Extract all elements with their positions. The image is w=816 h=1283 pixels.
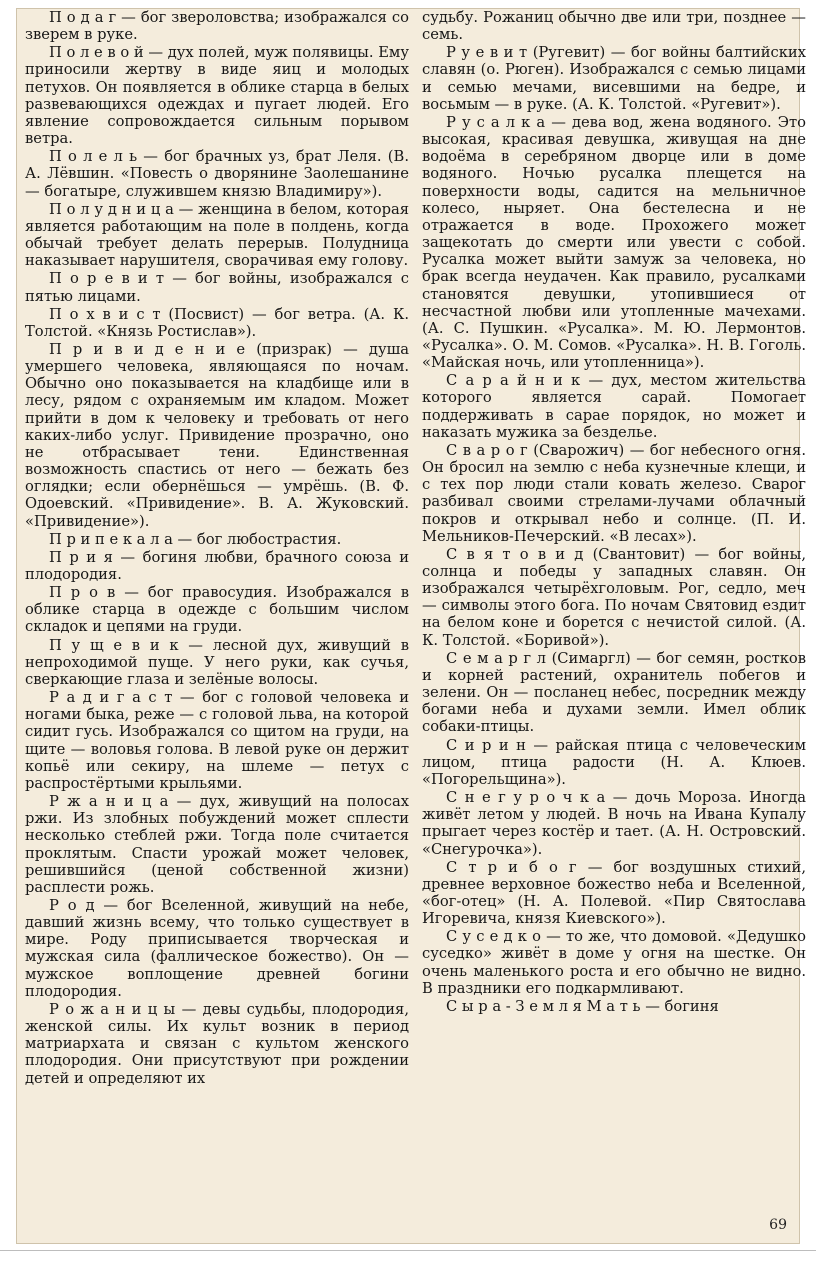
left-column — [25, 9, 409, 1088]
entry-sarainik: С а р а й н и к — дух, местом жительства которого является сарай. Помогает поддерживать в сарае порядок, но может и наказать мужика за безделье. — [422, 372, 806, 441]
entry-svarog: С в а р о г (Сварожич) — бог небесного огня. Он бросил на землю с неба кузнечные клещи, и с тех пор люди стали ковать железо. Сварог разбивал своими стрелами-лучами облачный покров и открывал небо и солнце. (П. И. Мельников-Печерский. «В лесах»). — [422, 441, 806, 545]
entry-poludnitsa: П о л у д н и ц а — женщина в белом, которая является работающим на поле в полдень, когда обычай требует делать перерыв. Полудница наказывает нарушителя, сворачивая ему голову. — [25, 200, 409, 270]
entry-ruevit: Р у е в и т (Ругевит) — бог войны балтийских славян (о. Рюген). Изображался с семью лицами и семью мечами, висевшими на бедре, и восьмым — в руке. (А. К. Толстой. «Ругевит»). — [422, 44, 806, 113]
entry-svyatovid: С в я т о в и д (Свантовит) — бог войны, солнца и победы у западных славян. Он изображался четырёхголовым. Рог, седло, меч — символы этого бога. По ночам Святовид ездит на белом коне и борется с нечистой силой. (А. К. Толстой. «Боривой»). — [422, 545, 806, 649]
entry-radigast: Р а д и г а с т — бог с головой человека и ногами быка, реже — с головой льва, на которой сидит гусь. Изображался со щитом на груди, на щите — воловья голова. В левой руке он держит копьё или секиру, на шлеме — петух с распростёртыми крыльями. — [25, 689, 409, 792]
entry-pripekala: П р и п е к а л а — бог любострастия. — [49, 530, 342, 548]
entry-pushchevik: П у щ е в и к — лесной дух, живущий в непроходимой пуще. У него руки, как сучья, сверкающие глаза и зелёные волосы. — [25, 636, 409, 688]
entry-semargl: С е м а р г л (Симаргл) — бог семян, ростков и корней растений, охранитель побегов и зелени. Он — посланец небес, посредник между богами неба и духами земли. Имел облик собаки-птицы. — [422, 649, 806, 736]
entry-sirin: С и р и н — райская птица с человеческим лицом, птица радости (Н. А. Клюев. «Погорельщина»). — [422, 736, 806, 788]
book-page — [16, 8, 806, 1244]
bottom-border — [0, 1250, 816, 1251]
entry-rzhanitsa: Р ж а н и ц а — дух, живущий на полосах ржи. Из злобных побуждений может сплести несколько стеблей ржи. Тогда поле считается проклятым. Спасти урожай может человек, решившийся (ценой собственной жизни) расплести рожь. — [25, 793, 409, 896]
entry-porevit: П о р е в и т — бог войны, изображался с пятью лицами. — [25, 270, 409, 305]
entry-polel: П о л е л ь — бог брачных уз, брат Леля. (В. А. Лёвшин. «Повесть о дворянине Заолешанине — богатыре, служившем князю Владимиру»). — [25, 148, 409, 200]
entry-stribog: С т р и б о г — бог воздушных стихий, древнее верховное божество неба и Вселенной, «бог-отец» (Н. А. Полевой. «Пир Святослава Игоревича, князя Киевского»). — [422, 858, 806, 928]
entry-pokhvist: П о х в и с т (Посвист) — бог ветра. (А. К. Толстой. «Князь Ростислав»). — [25, 305, 409, 340]
entry-polevoy: П о л е в о й — дух полей, муж полявицы. Ему приносили жертву в виде яиц и молодых петухов. Он появляется в облике старца в белых развевающихся одеждах и пугает людей. Его явление сопровождается сильным порывом ветра. — [25, 44, 409, 148]
entry-rozhanitsy: Р о ж а н и ц ы — девы судьбы, плодородия, женской силы. Их культ возник в период матриархата и связан с культом женского плодородия. Они присутствуют при рождении детей и определяют их — [25, 1000, 409, 1087]
entry-podag: П о д а г — бог звероловства; изображался со зверем в руке. — [25, 9, 409, 44]
entry-privideniye: П р и в и д е н и е (призрак) — душа умершего человека, являющаяся по ночам. Обычно оно показывается на кладбище или в лесу, рядом с охраняемым им кладом. Может прийти в дом к человеку и требовать от него каких-либо услуг. Привидение прозрачно, оно не отбрасывает тени. Единственная возможность спастись от него — бежать без оглядки; если обернёшься — умрёшь. (В. Ф. Одоевский. «Привидение». В. А. Жуковский. «Привидение»). — [25, 340, 409, 530]
entry-rozhanitsy-continued: судьбу. Рожаниц обычно две или три, позднее — семь. — [422, 9, 806, 44]
right-column — [422, 9, 806, 1016]
entry-susedko: С у с е д к о — то же, что домовой. «Дедушко суседко» живёт в доме у огня на шестке. Он очень маленького роста и его обычно не видно. В праздники его подкармливают. — [422, 928, 806, 997]
entry-rod: Р о д — бог Вселенной, живущий на небе, давший жизнь всему, что только существует в мире. Роду приписывается творческая и мужская сила (фаллическое божество). Он — мужское воплощение древней богини плодородия. — [25, 896, 409, 1000]
entry-snegurochka: С н е г у р о ч к а — дочь Мороза. Иногда живёт летом у людей. В ночь на Ивана Купалу прыгает через костёр и тает. (А. Н. Островский. «Снегурочка»). — [422, 789, 806, 858]
entry-syra-zemlya-mat: С ы р а - З е м л я М а т ь — богиня — [446, 997, 719, 1015]
entry-prov: П р о в — бог правосудия. Изображался в облике старца в одежде с большим числом складок и цепями на груди. — [25, 584, 409, 636]
entry-rusalka: Р у с а л к а — дева вод, жена водяного. Это высокая, красивая девушка, живущая на дне водоёма в серебряном дворце или в доме водяного. Ночью русалка плещется на поверхности воды, садится на мельничное колесо, ныряет. Она бестелесна и не отражается в воде. Прохожего может защекотать до смерти или увести с собой. Русалка может выйти замуж за человека, но брак всегда неудачен. Как правило, русалками становятся девушки, утопившиеся от несчастной любви или утопленные мачехами. (А. С. Пушкин. «Русалка». М. Ю. Лермонтов. «Русалка». О. М. Сомов. «Русалка». Н. В. Гоголь. «Майская ночь, или утопленница»). — [422, 113, 806, 372]
page-number: 69 — [769, 1217, 787, 1233]
entry-priya: П р и я — богиня любви, брачного союза и плодородия. — [25, 548, 409, 583]
